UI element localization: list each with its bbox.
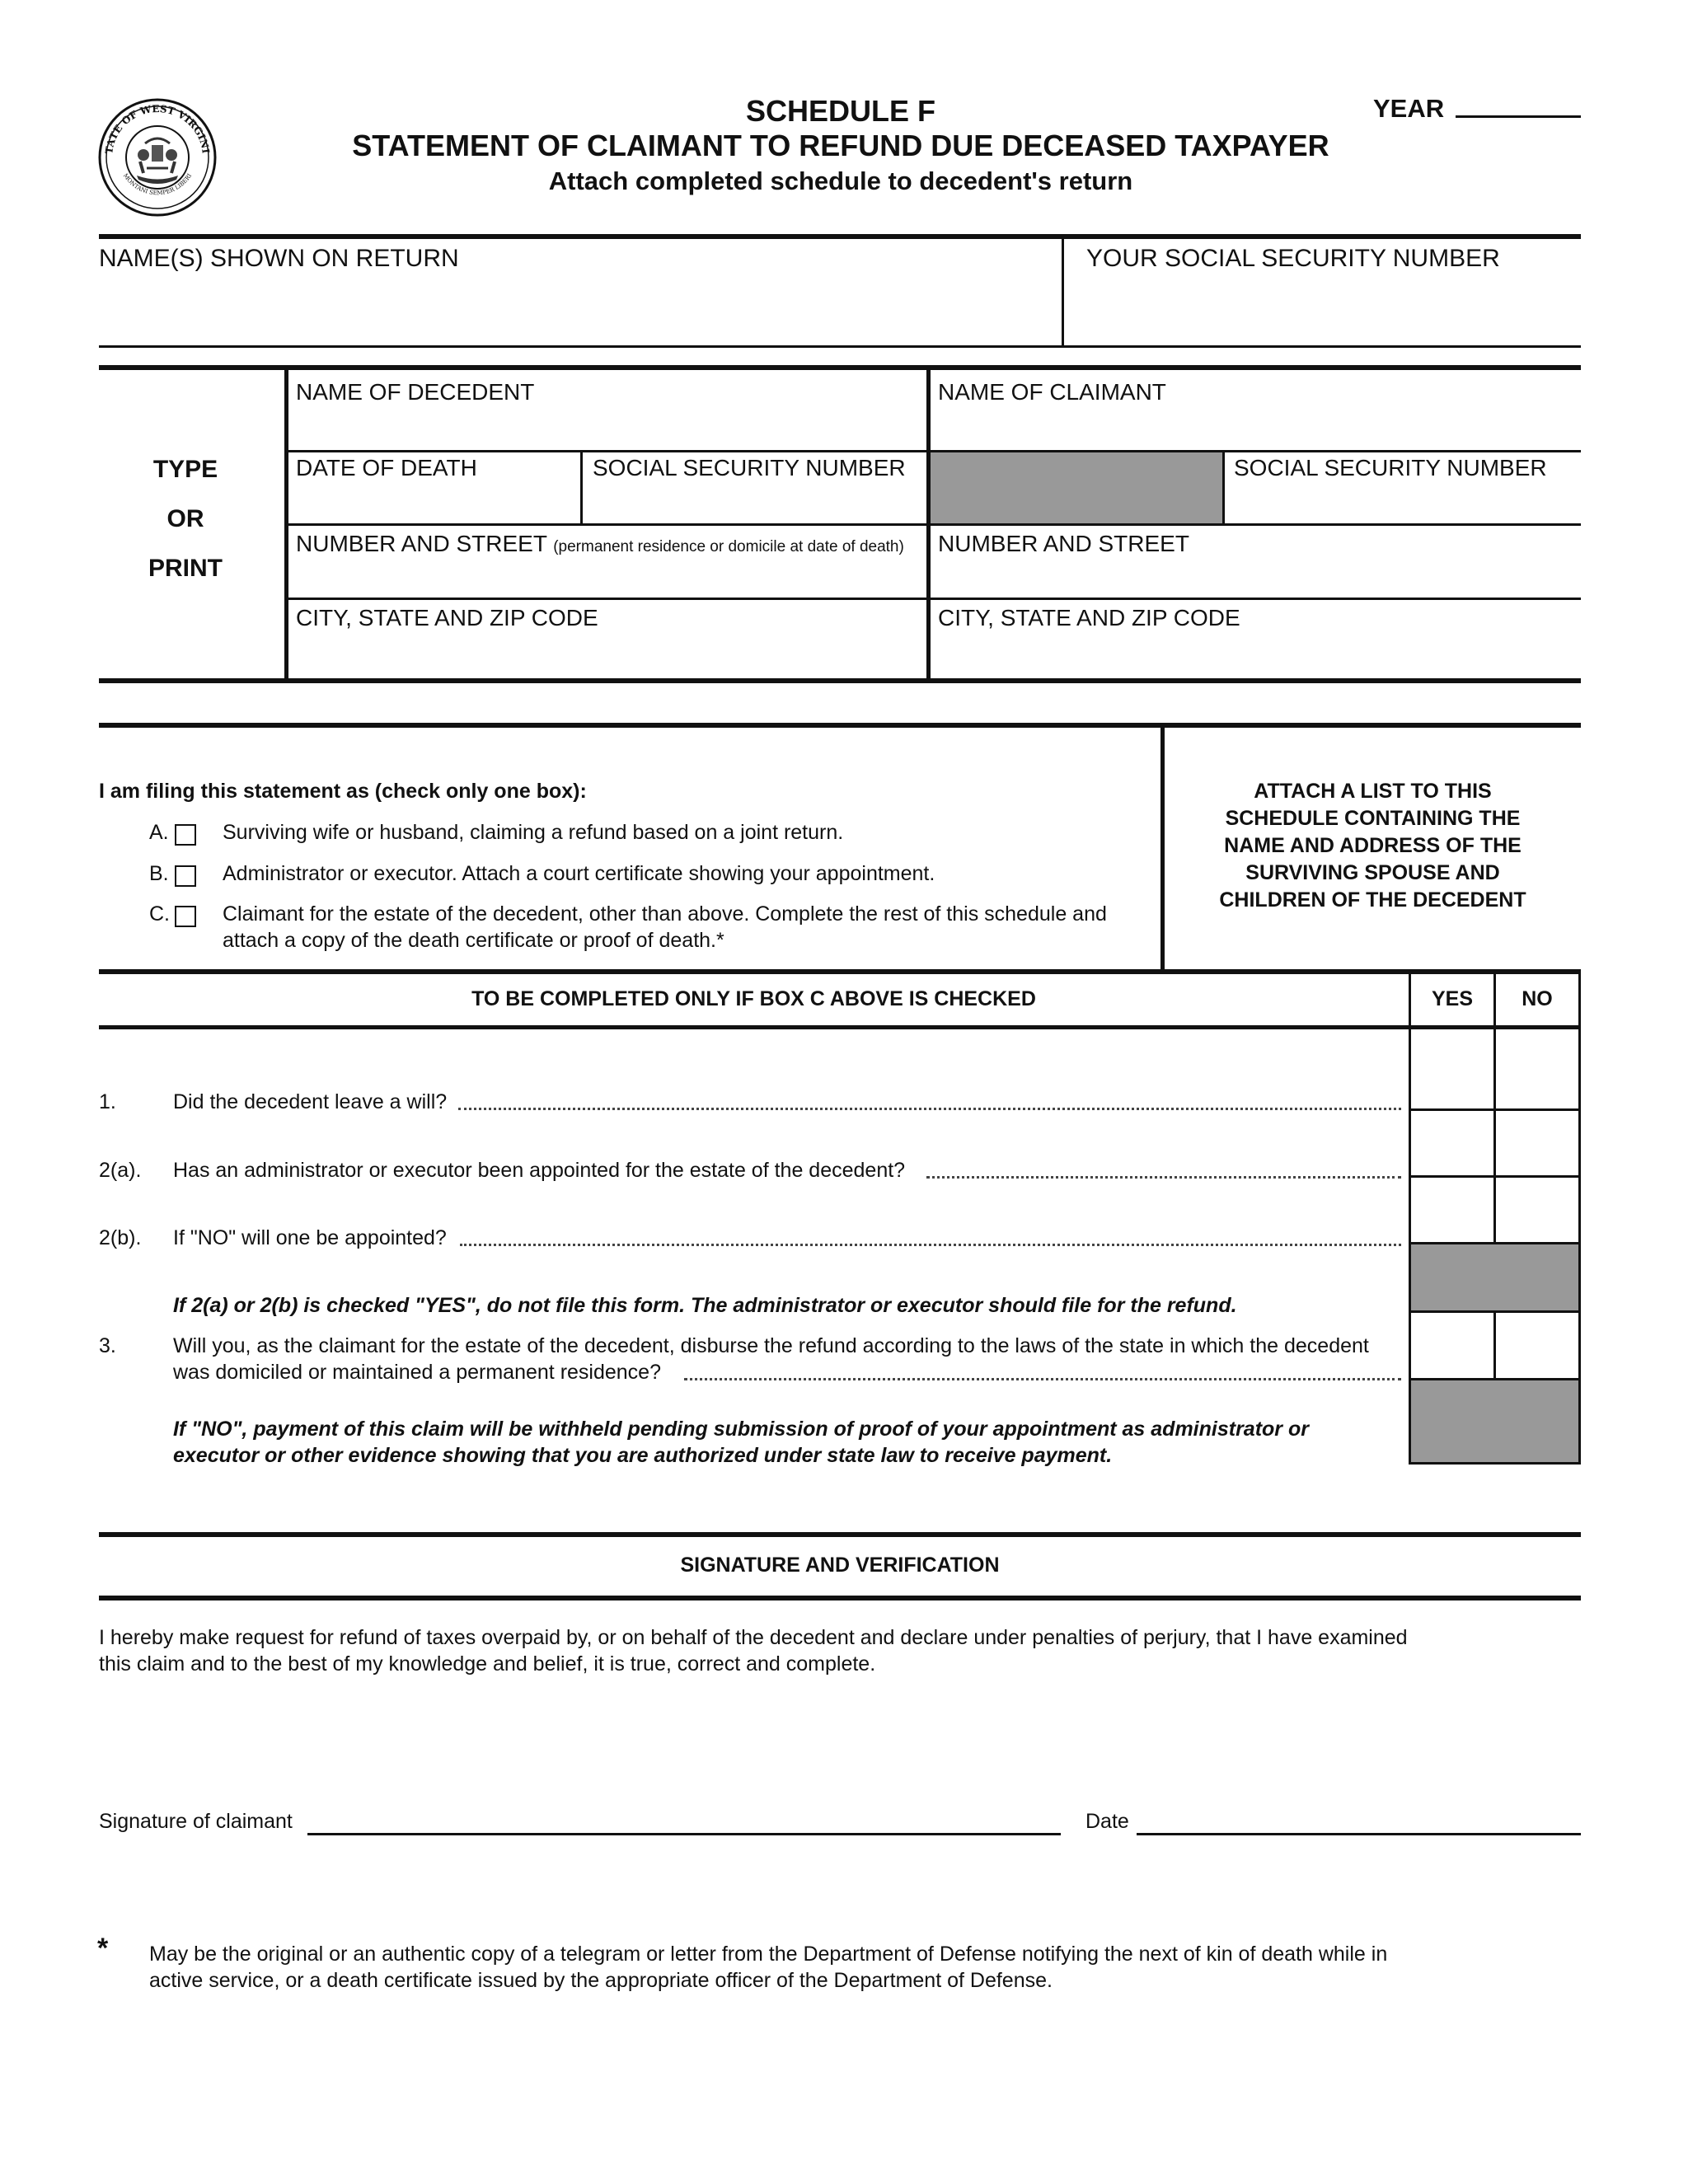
q3-no-box[interactable] xyxy=(1496,1313,1578,1378)
claimant-street-label: NUMBER AND STREET xyxy=(938,531,1189,556)
no-column-header: NO xyxy=(1522,987,1553,1010)
attach-note-line: ATTACH A LIST TO THIS xyxy=(1254,780,1492,803)
q3-text-2: was domiciled or maintained a permanent residence? xyxy=(173,1361,661,1384)
option-a-text: Surviving wife or husband, claiming a refund based on a joint return. xyxy=(223,821,844,844)
shaded-cell xyxy=(1411,1380,1578,1462)
q1-text: Did the decedent leave a will? xyxy=(173,1090,448,1113)
filing-intro: I am filing this statement as (check only one box): xyxy=(99,780,587,803)
year-field[interactable] xyxy=(1456,92,1581,118)
q1-number: 1. xyxy=(99,1090,116,1113)
q2b-text: If "NO" will one be appointed? xyxy=(173,1226,447,1249)
date-of-death-field[interactable] xyxy=(288,452,580,523)
option-c-text: Claimant for the estate of the decedent, other than above. Complete the rest of this schedule and xyxy=(223,902,1107,926)
rule xyxy=(99,969,1581,974)
date-field[interactable] xyxy=(1137,1810,1581,1835)
rule xyxy=(99,678,1581,683)
rule xyxy=(99,1025,1581,1029)
attach-note-line: NAME AND ADDRESS OF THE xyxy=(1224,834,1522,857)
q2a-no-box[interactable] xyxy=(1496,1111,1578,1175)
dot-leader xyxy=(458,1104,1401,1110)
q2a-text: Has an administrator or executor been appointed for the estate of the decedent? xyxy=(173,1159,906,1182)
decedent-city-label: CITY, STATE AND ZIP CODE xyxy=(296,605,598,630)
option-b-checkbox[interactable] xyxy=(175,865,196,887)
decedent-ssn-field[interactable] xyxy=(583,452,926,523)
decedent-street-field[interactable] xyxy=(288,526,926,598)
svg-text:MONTANI SEMPER LIBERI: MONTANI SEMPER LIBERI xyxy=(121,172,194,197)
rule xyxy=(1409,1462,1581,1465)
rule xyxy=(99,723,1581,728)
option-c-letter: C. xyxy=(149,902,170,926)
q2b-yes-box[interactable] xyxy=(1411,1178,1493,1242)
dot-leader xyxy=(926,1173,1401,1179)
name-of-claimant-label: NAME OF CLAIMANT xyxy=(938,379,1166,405)
claimant-street-field[interactable] xyxy=(931,526,1581,598)
signature-field[interactable] xyxy=(307,1810,1061,1835)
q3-number: 3. xyxy=(99,1334,116,1357)
q3-text: Will you, as the claimant for the estate of the decedent, disburse the refund according to the laws of the state in which the decedent xyxy=(173,1334,1369,1357)
declaration-line-2: this claim and to the best of my knowledge and belief, it is true, correct and complete. xyxy=(99,1652,876,1675)
option-c-checkbox[interactable] xyxy=(175,906,196,927)
rule xyxy=(99,1596,1581,1601)
footnote-line-1: May be the original or an authentic copy of a telegram or letter from the Department of Defense notifying the next of kin of death while in xyxy=(149,1943,1388,1966)
attach-note-line: CHILDREN OF THE DECEDENT xyxy=(1219,888,1526,912)
your-ssn-label: YOUR SOCIAL SECURITY NUMBER xyxy=(1086,245,1500,272)
claimant-city-label: CITY, STATE AND ZIP CODE xyxy=(938,605,1240,630)
q2b-no-box[interactable] xyxy=(1496,1178,1578,1242)
shaded-cell xyxy=(931,452,1222,523)
type-text: TYPE xyxy=(152,456,218,483)
or-text: OR xyxy=(166,505,204,532)
note-3-warning-1: If "NO", payment of this claim will be withheld pending submission of proof of your appointment as administrator or xyxy=(173,1418,1309,1441)
attach-note-line: SCHEDULE CONTAINING THE xyxy=(1225,807,1521,830)
note-2-warning: If 2(a) or 2(b) is checked "YES", do not file this form. The administrator or executor should file for the refund. xyxy=(173,1294,1237,1317)
footnote-line-2: active service, or a death certificate issued by the appropriate officer of the Department of Defense. xyxy=(149,1969,1053,1992)
names-shown-on-return-label: NAME(S) SHOWN ON RETURN xyxy=(99,245,459,272)
form-subtitle: Attach completed schedule to decedent's return xyxy=(548,166,1133,195)
rule xyxy=(99,345,1581,348)
option-a-letter: A. xyxy=(149,821,169,844)
type-or-print-label xyxy=(99,445,272,593)
name-of-claimant-field[interactable] xyxy=(931,370,1581,450)
option-b-text: Administrator or executor. Attach a court certificate showing your appointment. xyxy=(223,862,935,885)
signature-heading: SIGNATURE AND VERIFICATION xyxy=(680,1554,1000,1577)
yes-column-header: YES xyxy=(1431,987,1474,1010)
q3-yes-box[interactable] xyxy=(1411,1313,1493,1378)
claimant-city-field[interactable] xyxy=(931,600,1581,678)
date-of-death-label: DATE OF DEATH xyxy=(296,455,477,480)
q2a-yes-box[interactable] xyxy=(1411,1111,1493,1175)
q2a-number: 2(a). xyxy=(99,1159,142,1182)
signature-label: Signature of claimant xyxy=(99,1810,293,1833)
year-label: YEAR xyxy=(1373,94,1445,123)
dot-leader xyxy=(684,1375,1401,1380)
box-c-heading: TO BE COMPLETED ONLY IF BOX C ABOVE IS CHECKED xyxy=(471,987,1036,1010)
q1-yes-box[interactable] xyxy=(1411,1029,1493,1108)
decedent-ssn-label: SOCIAL SECURITY NUMBER xyxy=(593,455,906,480)
option-b-letter: B. xyxy=(149,862,169,885)
note-3-warning-2: executor or other evidence showing that you are authorized under state law to receive payment. xyxy=(173,1444,1113,1467)
print-text: PRINT xyxy=(148,555,223,582)
claimant-ssn-label: SOCIAL SECURITY NUMBER xyxy=(1234,455,1547,480)
option-a-checkbox[interactable] xyxy=(175,824,196,846)
dot-leader xyxy=(460,1240,1401,1246)
names-shown-on-return-field[interactable] xyxy=(99,239,1062,346)
decedent-street-text: NUMBER AND STREET xyxy=(296,531,547,556)
claimant-ssn-field[interactable] xyxy=(1225,452,1581,523)
q2b-number: 2(b). xyxy=(99,1226,142,1249)
form-title: STATEMENT OF CLAIMANT TO REFUND DUE DECEASED TAXPAYER xyxy=(352,129,1329,162)
declaration-line-1: I hereby make request for refund of taxes overpaid by, or on behalf of the decedent and declare under penalties of perjury, that I have examined xyxy=(99,1626,1408,1649)
schedule-label: SCHEDULE F xyxy=(745,94,935,128)
shaded-cell xyxy=(1411,1244,1578,1310)
q1-no-box[interactable] xyxy=(1496,1029,1578,1108)
name-of-decedent-label: NAME OF DECEDENT xyxy=(296,379,535,405)
state-seal xyxy=(97,97,218,218)
your-ssn-field[interactable] xyxy=(1064,239,1581,346)
date-label: Date xyxy=(1085,1810,1129,1833)
svg-text:STATE OF WEST VIRGINIA: TATE OF WEST VIRGINI xyxy=(103,102,212,155)
rule xyxy=(99,1532,1581,1537)
decedent-street-note: (permanent residence or domicile at date of death) xyxy=(553,538,904,555)
footnote-asterisk: * xyxy=(97,1933,109,1964)
attach-note-line: SURVIVING SPOUSE AND xyxy=(1245,861,1500,884)
option-c-text-2: attach a copy of the death certificate or proof of death.* xyxy=(223,929,724,952)
attach-list-note xyxy=(1165,778,1581,914)
decedent-city-field[interactable] xyxy=(288,600,926,678)
divider xyxy=(1578,969,1581,1464)
name-of-decedent-field[interactable] xyxy=(288,370,926,450)
